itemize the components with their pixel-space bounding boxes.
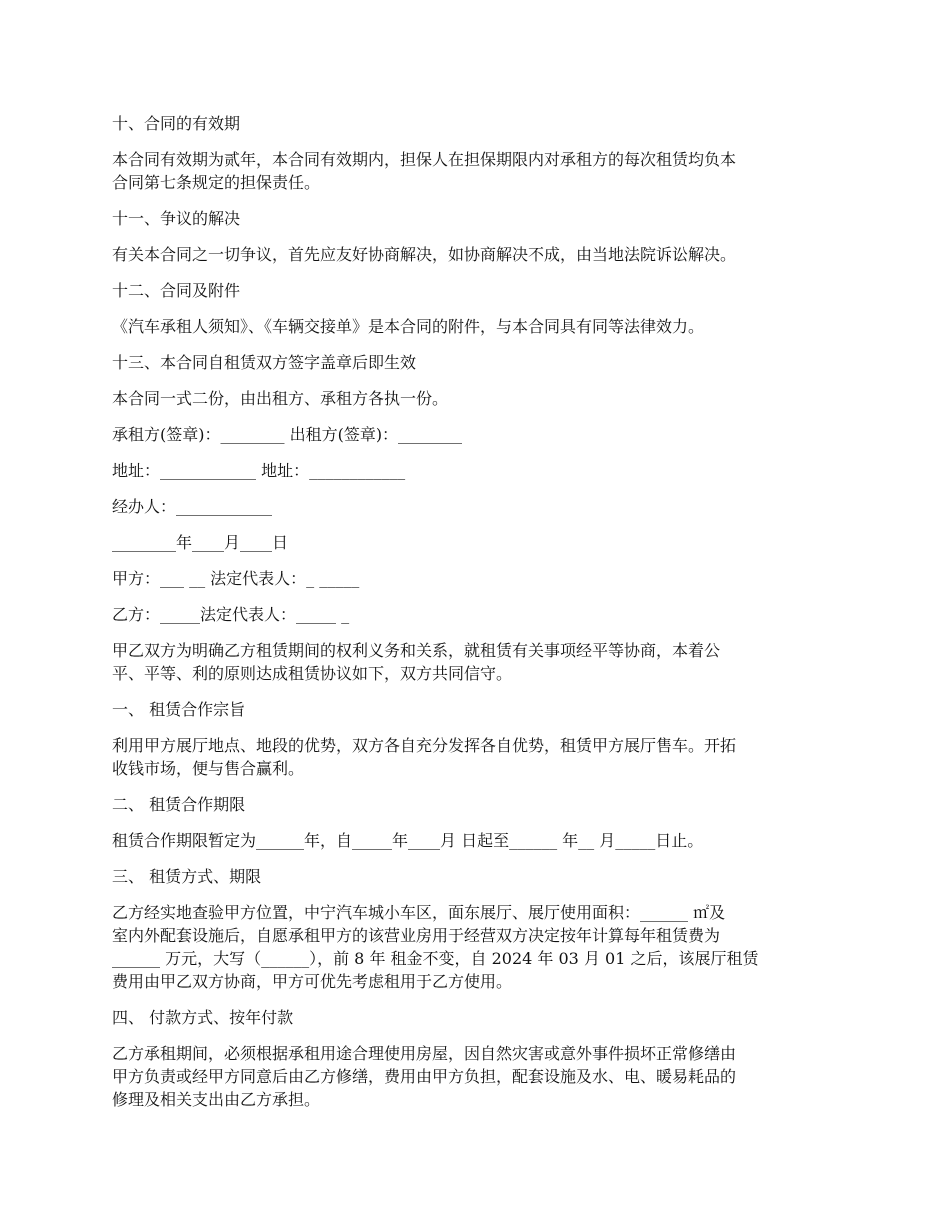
section-heading-11: 十一、争议的解决 xyxy=(112,209,241,228)
section-heading-10: 十、合同的有效期 xyxy=(112,114,241,133)
text-line: 合同第七条规定的担保责任。 xyxy=(112,173,321,192)
text-line: 利用甲方展厅地点、地段的优势，双方各自充分发挥各自优势，租赁甲方展厅售车。开拓 xyxy=(112,736,737,755)
text-line: 收钱市场，便与售合赢利。 xyxy=(112,759,305,778)
signature-line: 承租方(签章)：________ 出租方(签章)：________ xyxy=(112,425,463,444)
section-heading-4: 四、 付款方式、按年付款 xyxy=(112,1008,294,1027)
text-line: 费用由甲乙双方协商，甲方可优先考虑租用于乙方使用。 xyxy=(112,972,513,991)
paragraph-validity xyxy=(112,148,842,194)
handler-line: 经办人：____________ xyxy=(112,497,273,516)
document-page xyxy=(112,112,842,1111)
text-line: 室内外配套设施后，自愿承租甲方的该营业房用于经营双方决定按年计算每年租赁费为 xyxy=(112,926,721,945)
paragraph-dispute: 有关本合同之一切争议，首先应友好协商解决，如协商解决不成，由当地法院诉讼解决。 xyxy=(112,245,737,264)
text-line: 乙方承租期间，必须根据承租用途合理使用房屋，因自然灾害或意外事件损坏正常修缮由 xyxy=(112,1044,737,1063)
party-b-line: 乙方：_____法定代表人：_____ _ xyxy=(112,605,350,624)
paragraph-purpose xyxy=(112,734,842,780)
text-line: ______ 万元，大写（______），前 8 年 租金不变，自 2024 年 03 月 01 之后，该展厅租赁 xyxy=(112,949,759,968)
text-line: 甲乙双方为明确乙方租赁期间的权利义务和关系，就租赁有关事项经平等协商，本着公 xyxy=(112,641,721,660)
paragraph-payment xyxy=(112,1042,842,1111)
section-heading-1: 一、 租赁合作宗旨 xyxy=(112,700,246,719)
section-heading-13: 十三、本合同自租赁双方签字盖章后即生效 xyxy=(112,353,417,372)
text-line: 修理及相关支出由乙方承担。 xyxy=(112,1090,321,1109)
address-line: 地址：____________ 地址：____________ xyxy=(112,461,406,480)
paragraph-lease-method xyxy=(112,901,842,993)
section-heading-2: 二、 租赁合作期限 xyxy=(112,795,246,814)
text-line: 乙方经实地查验甲方位置，中宁汽车城小车区，面东展厅、展厅使用面积：______ ㎡及 xyxy=(112,903,726,922)
paragraph-copies: 本合同一式二份，由出租方、承租方各执一份。 xyxy=(112,389,449,408)
section-heading-12: 十二、合同及附件 xyxy=(112,281,241,300)
text-line: 平、平等、利的原则达成租赁协议如下，双方共同信守。 xyxy=(112,664,513,683)
date-line: ________年____月____日 xyxy=(112,533,289,552)
paragraph-preamble xyxy=(112,639,842,685)
text-line: 甲方负责或经甲方同意后由乙方修缮，费用由甲方负担，配套设施及水、电、暖易耗品的 xyxy=(112,1067,737,1086)
text-line: 本合同有效期为贰年，本合同有效期内，担保人在担保期限内对承租方的每次租赁均负本 xyxy=(112,150,737,169)
paragraph-attachments: 《汽车承租人须知》、《车辆交接单》是本合同的附件，与本合同具有同等法律效力。 xyxy=(112,317,705,336)
paragraph-term: 租赁合作期限暂定为______年，自_____年____月 日起至______ 年__ 月_____日止。 xyxy=(112,831,704,850)
section-heading-3: 三、 租赁方式、期限 xyxy=(112,867,262,886)
party-a-line: 甲方：___ __ 法定代表人：_ _____ xyxy=(112,569,360,588)
